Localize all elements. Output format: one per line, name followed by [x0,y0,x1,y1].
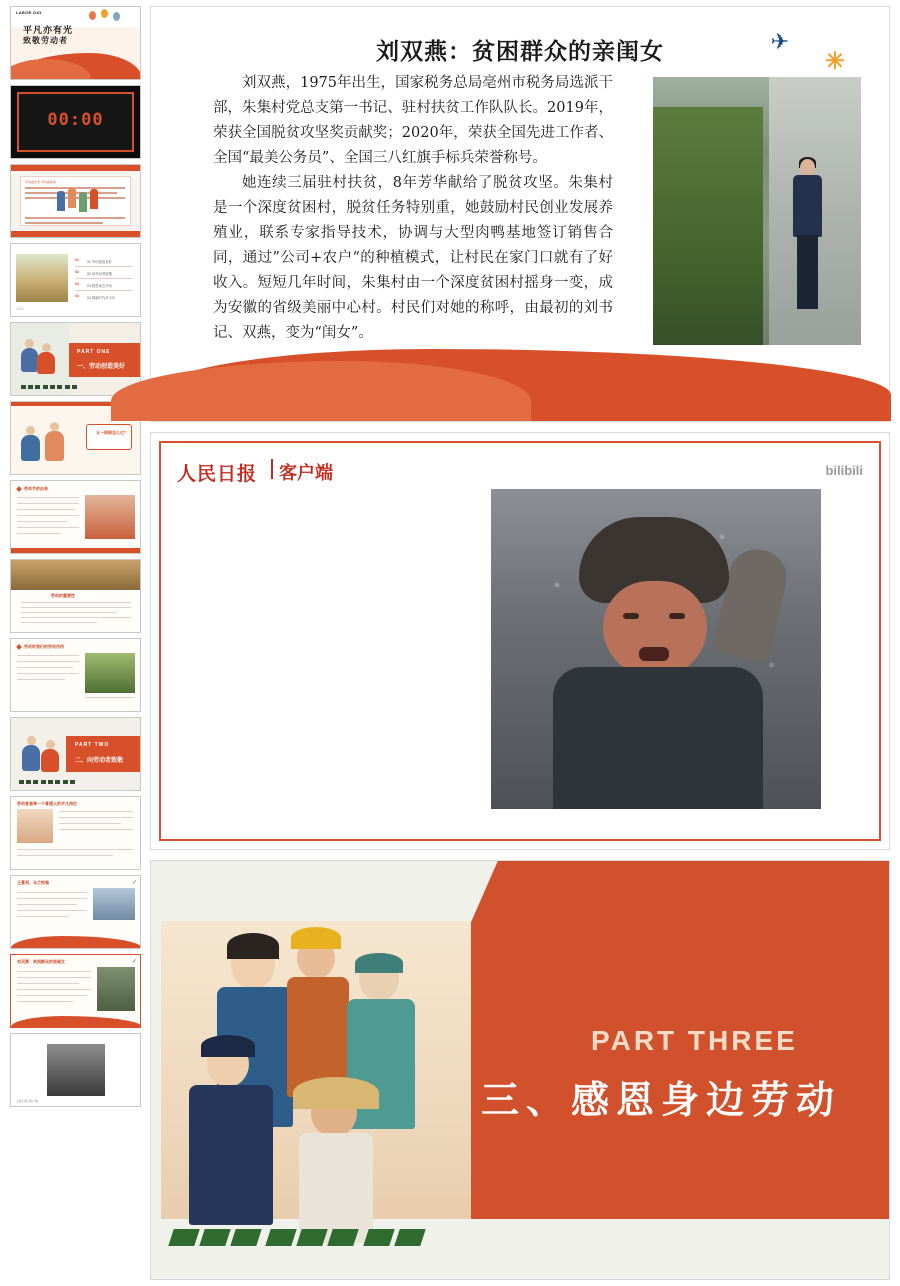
brand-main-label: 人民日报 [177,463,258,485]
thumb10-part-label: PART TWO [75,742,110,748]
text-line [17,521,67,522]
thumb9-image [85,653,135,693]
worker-eye-left [623,613,639,619]
thumb12-title: 王曼利、乌兰牧骑 [17,880,49,885]
photo-person [789,159,825,309]
text-line [59,823,121,824]
thumb6-illustration [21,418,79,458]
worker-eye-right [669,613,685,619]
text-line [85,697,135,698]
check-icon: ✓ [131,880,137,886]
text-line [17,995,87,996]
worker-coat [553,667,763,809]
agenda-num-4: 04 [75,294,79,298]
slide-thumbnail-2[interactable] [10,85,141,159]
text-line [17,849,133,850]
slide-thumbnail-8[interactable] [10,559,141,633]
bird-icon: ✈ [770,29,789,54]
text-line [17,679,65,680]
agenda-rule [75,278,133,279]
text-line [17,497,79,498]
thumb6-bubble [86,424,132,450]
thumb11-image [17,809,53,843]
text-line [17,1001,73,1002]
text-line [21,612,117,613]
section-dash-decoration [171,1229,428,1251]
text-line [17,892,87,893]
text-line [17,971,91,972]
thumb5-dashes [21,385,81,389]
thumb10-title: 二、向劳动者致敬 [75,758,124,764]
text-line [17,673,79,674]
text-line [17,527,79,528]
slide-thumbnail-10[interactable] [10,717,141,791]
check-icon: ✓ [131,959,137,965]
agenda-item-1: 01 劳动创造美好 [87,260,113,264]
worker-mouth [639,647,669,661]
article-title: 刘双燕：贫困群众的亲闺女 [376,38,664,65]
slide-article [150,6,890,422]
thumb3-text: 劳动最光荣 劳动最崇高 [25,180,56,184]
brand-sub-label: 客户端 [279,463,333,484]
asterisk-icon: ✳ [824,48,845,75]
text-line [17,910,87,911]
thumb1-label: LABOR DAY [16,10,43,15]
diamond-icon [16,644,22,650]
text-line [17,509,75,510]
agenda-item-4: 04 做新时代好少年 [87,296,116,300]
thumb5-part-label: PART ONE [77,349,111,355]
article-paragraph-2: 她连续三届驻村扶贫，8年芳华献给了脱贫攻坚。朱集村是一个深度贫困村，脱贫任务特别重，她鼓励村民创业发展养殖业，联系专家指导技术，协调与大型肉鸭基地签订销售合同，通过”公司+农户“的种植模式，让村民在家门口就有了好收入。短短几年时间，朱集村由一个深度贫困村摇身一变，成为安徽的省级美丽中心村。村民们对她的称呼，由最初的刘书记、双燕，变为“闺女”。 [213,175,613,341]
thumb5-title: 一、劳动创造美好 [77,364,126,370]
text-line [17,855,113,856]
text-line [21,607,131,608]
text-line [17,898,87,899]
slide-thumbnail-7[interactable] [10,480,141,554]
countdown-digits: 00:00 [47,110,104,130]
agenda-year: 2023 [16,307,24,311]
slide-section-part-three [150,860,890,1280]
thumb13-wave [11,1016,141,1027]
thumb14-caption: 人民日报 客户端 [16,1099,38,1103]
article-body [213,71,613,346]
slide-thumbnail-14[interactable] [10,1033,141,1107]
balloon-icon [89,11,96,20]
text-line [17,503,79,504]
thumb3-illustration [55,185,99,211]
slide-thumbnail-3[interactable] [10,164,141,238]
text-line [21,617,131,618]
slide-thumbnail-11[interactable] [10,796,141,870]
thumb1-title-line1: 平凡亦有光 [23,25,74,35]
balloon-icon [101,9,108,18]
thumb8-title: 劳动的重要性 [51,593,75,598]
text-line [21,602,131,603]
agenda-item-3: 03 感恩身边劳动 [87,284,113,288]
thumb3-rule [25,222,103,224]
text-line [17,904,77,905]
photo-foliage [653,107,763,345]
thumb4-photo [16,254,68,302]
slide-thumbnail-12[interactable] [10,875,141,949]
text-line [59,829,133,830]
thumb3-rule [25,217,125,219]
thumb8-image [11,560,141,590]
thumb11-title: 劳动者是每一个普通人的平凡岗位 [17,801,77,806]
section-part-label: PART THREE [591,1025,798,1056]
balloon-icon [113,12,120,21]
thumb6-title: 五一假期怎么过？ [96,430,128,435]
thumb14-video-frame [47,1044,105,1096]
thumb13-image [97,967,135,1011]
bilibili-watermark: bilibili [825,463,863,478]
thumb1-title-line2: 致敬劳动者 [23,36,68,45]
agenda-item-2: 02 向劳动者致敬 [87,272,113,276]
section-title: 三、感恩身边劳动 [481,1077,842,1122]
text-line [17,983,79,984]
brand-divider [271,459,273,479]
text-line [17,916,69,917]
section-illustration [161,921,471,1219]
thumb12-wave [11,936,141,948]
diamond-icon [16,486,22,492]
article-paragraph-1: 刘双燕，1975年出生，国家税务总局亳州市税务局选派干部，朱集村党总支第一书记、驻村扶贫工作队队长。2019年，荣获全国脱贫攻坚奖贡献奖；2020年，荣获全国先进工作者、全国“最美公务员”、全国三八红旗手标兵荣誉称号。 [213,75,613,166]
slide-thumbnail-1[interactable] [10,6,141,80]
thumb7-image [85,495,135,539]
text-line [21,622,97,623]
thumb12-image [93,888,135,920]
thumb9-title: 劳动时我们的劳动作用 [24,644,64,649]
article-photo [653,77,861,345]
text-line [17,989,91,990]
thumb10-dashes [19,780,77,785]
slide-video [150,432,890,850]
slide-thumbnail-panel[interactable] [0,0,150,1286]
text-line [17,655,79,656]
slide-thumbnail-13[interactable] [10,954,141,1028]
text-line [17,667,73,668]
worker-face [603,581,707,677]
text-line [17,533,61,534]
text-line [59,817,133,818]
thumb13-title: 刘双燕：贫困群众的亲闺女 [17,959,65,964]
slide-thumbnail-9[interactable] [10,638,141,712]
text-line [17,977,91,978]
video-thumbnail[interactable] [491,489,821,809]
text-line [17,515,79,516]
text-line [59,811,133,812]
thumb7-title: 劳动节的由来 [24,486,48,491]
agenda-num-2: 02 [75,270,79,274]
text-line [17,661,79,662]
slide-thumbnail-4[interactable] [10,243,141,317]
slide-thumbnail-5[interactable] [10,322,141,396]
thumb3-top-bar [11,165,141,171]
agenda-rule [75,290,133,291]
agenda-num-1: 01 [75,258,79,262]
agenda-rule [75,266,133,267]
thumb3-bottom-bar [11,231,141,237]
agenda-num-3: 03 [75,282,79,286]
slide-view [150,0,900,1286]
thumb7-bottom-bar [11,548,141,553]
